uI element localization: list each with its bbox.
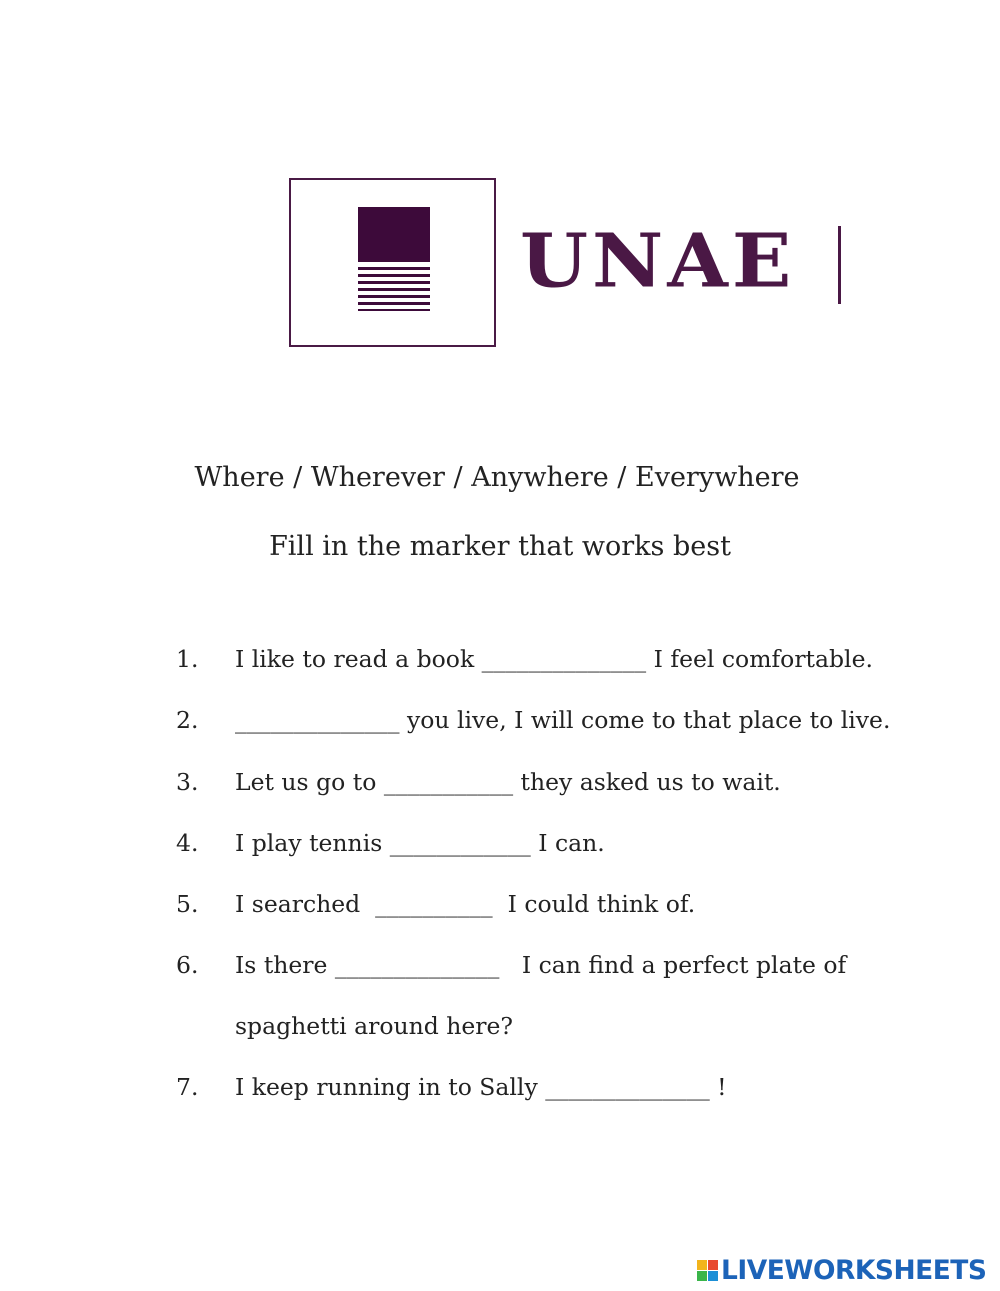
exercise-item-7 <box>176 1073 727 1101</box>
worksheet-instruction: Fill in the marker that works best <box>269 531 731 562</box>
exercise-item-4 <box>176 829 605 857</box>
item-number: 4. <box>176 829 199 857</box>
item-number: 7. <box>176 1073 199 1101</box>
item-text: I searched __________ I could think of. <box>235 890 696 918</box>
liveworksheets-brand <box>697 1255 992 1285</box>
logo-wordmark: UNAE <box>520 218 796 305</box>
item-text: I like to read a book ______________ I feel comfortable. <box>235 645 873 673</box>
exercise-item-6 <box>176 951 846 979</box>
item-text: ______________ you live, I will come to that place to live. <box>235 706 891 734</box>
logo-emblem-icon <box>358 207 430 325</box>
item-text: Let us go to ___________ they asked us to wait. <box>235 768 781 796</box>
liveworksheets-logo-icon <box>697 1260 718 1281</box>
worksheet-title: Where / Wherever / Anywhere / Everywhere <box>194 462 800 493</box>
item-text: I keep running in to Sally ______________ ! <box>235 1073 727 1101</box>
item-number: 2. <box>176 706 199 734</box>
exercise-item-5 <box>176 890 695 918</box>
item-text: Is there ______________ I can find a perfect plate of <box>235 951 847 979</box>
item-number: 1. <box>176 645 199 673</box>
liveworksheets-wordmark: LIVEWORKSHEETS <box>721 1254 987 1286</box>
exercise-item-1 <box>176 645 873 673</box>
item-number: 3. <box>176 768 199 796</box>
exercise-item-3 <box>176 768 781 796</box>
item-number: 5. <box>176 890 199 918</box>
item-text: I play tennis ____________ I can. <box>235 829 605 857</box>
exercise-item-6-continuation: spaghetti around here? <box>235 1012 514 1040</box>
item-number: 6. <box>176 951 199 979</box>
exercise-item-2 <box>176 706 890 734</box>
logo-divider <box>838 226 841 304</box>
